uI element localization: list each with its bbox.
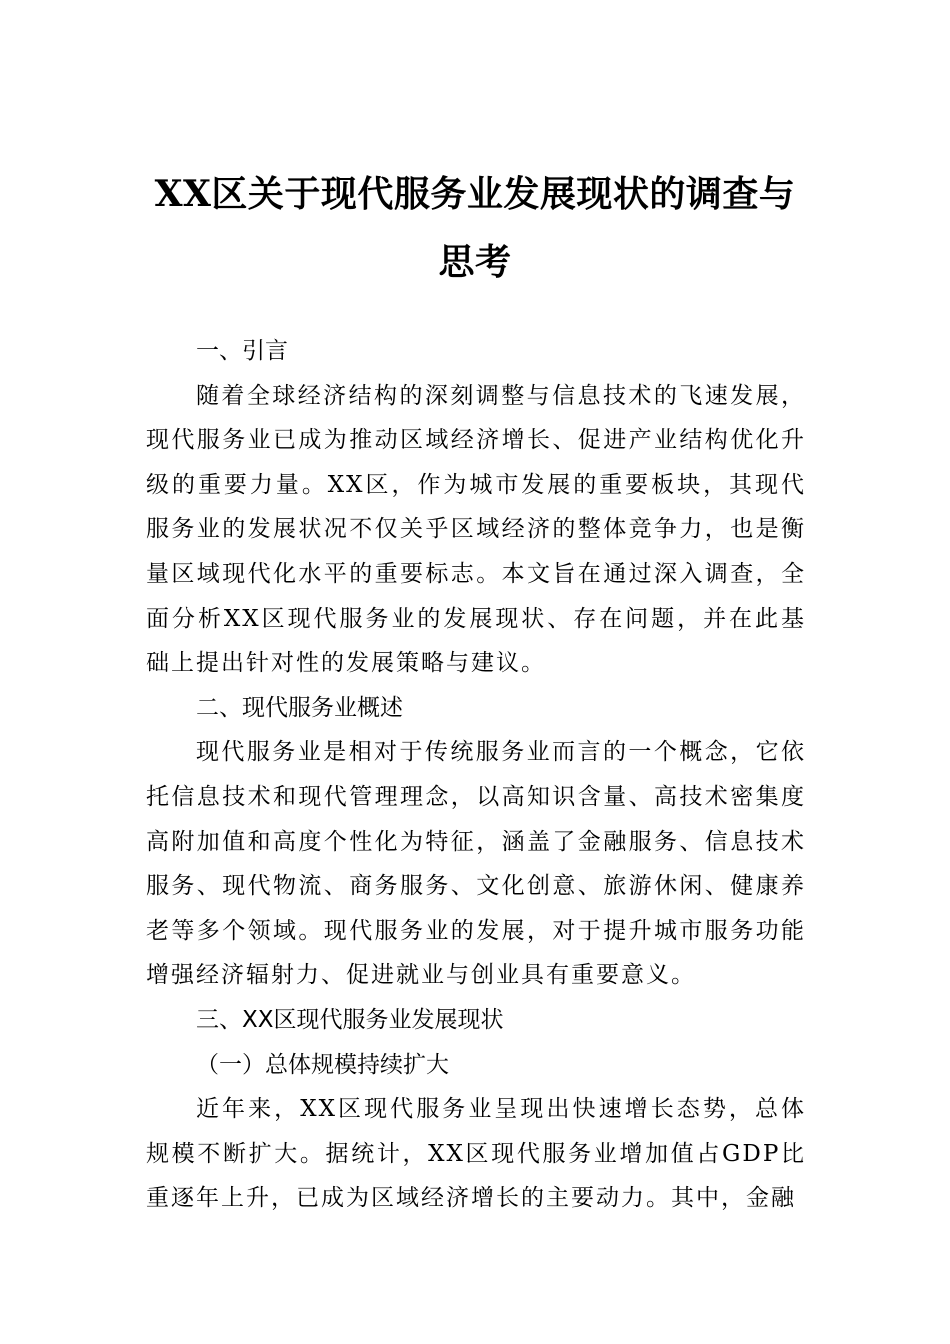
subsection-heading: （一）总体规模持续扩大 — [196, 1051, 449, 1078]
paragraph: 随着全球经济结构的深刻调整与信息技术的飞速发展，现代服务业已成为推动区域经济增长、促进产业结构优化升级的重要力量。XX区，作为城市发展的重要板块，其现代服务业的发展状况不仅关乎区域经济的整体竞争力，也是衡量区域现代化水平的重要标志。本文旨在通过深入调查，全面分析XX区现代服务业的发展现状、存在问题，并在此基础上提出针对性的发展策略与建议。 — [146, 382, 806, 677]
paragraph: 现代服务业是相对于传统服务业而言的一个概念，它依托信息技术和现代管理理念，以高知识含量、高技术密集度高附加值和高度个性化为特征，涵盖了金融服务、信息技术服务、现代物流、商务服务、文化创意、旅游休闲、健康养老等多个领域。现代服务业的发展，对于提升城市服务功能增强经济辐射力、促进就业与创业具有重要意义。 — [146, 739, 806, 989]
paragraph: 近年来，XX区现代服务业呈现出快速增长态势，总体规模不断扩大。据统计，XX区现代服务业增加值占GDP比重逐年上升，已成为区域经济增长的主要动力。其中，金融 — [146, 1096, 806, 1212]
section-heading: 二、现代服务业概述 — [196, 694, 403, 721]
document-body — [146, 329, 806, 1221]
document-title: XX区关于现代服务业发展现状的调查与思考 — [154, 173, 796, 283]
section-heading: 三、XX区现代服务业发展现状 — [196, 1006, 504, 1033]
section-heading: 一、引言 — [196, 338, 288, 364]
